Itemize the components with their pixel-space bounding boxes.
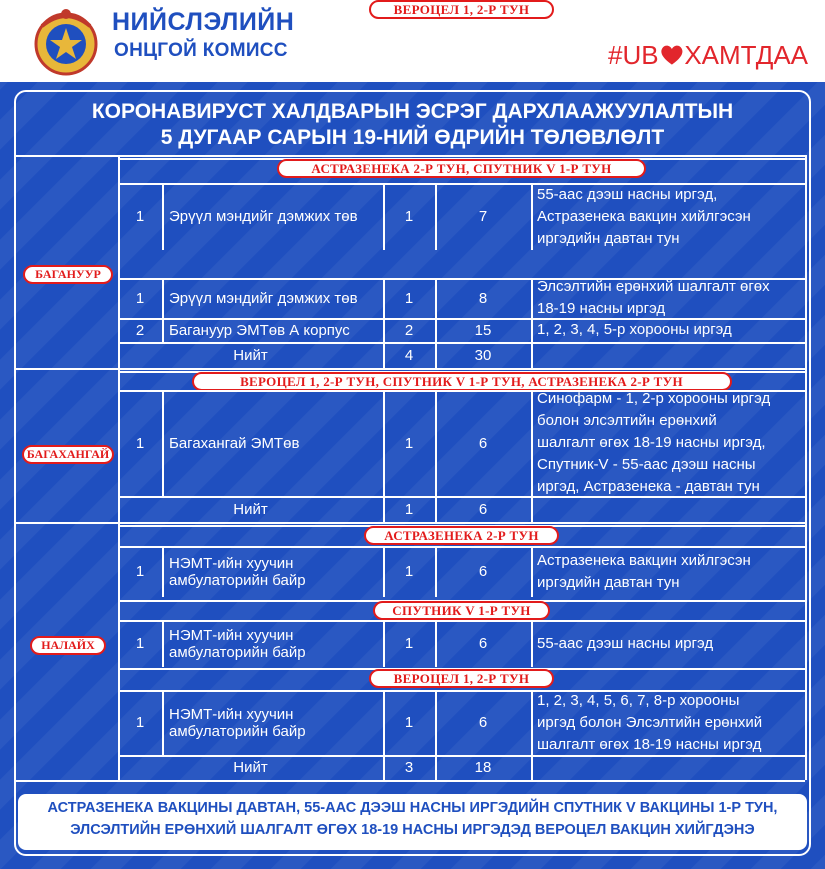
row-number: 1 <box>135 208 145 225</box>
target-group <box>533 278 805 318</box>
org-name-line1: НИЙСЛЭЛИЙН <box>112 8 295 36</box>
row-number: 2 <box>135 321 145 339</box>
table-grid-line <box>14 780 805 782</box>
target-group <box>533 690 805 755</box>
target-group-line: 55-аас дээш насны иргэд <box>537 634 714 652</box>
row-number: 1 <box>135 289 145 307</box>
target-group-line: 1, 2, 3, 4, 5-р хорооны иргэд <box>537 321 732 338</box>
team-count: 1 <box>404 434 414 452</box>
target-group <box>533 390 805 496</box>
total-label: Нийт <box>233 759 268 776</box>
ub-hamtdaa-word: ХАМТДАА <box>684 39 808 70</box>
total-label: Нийт <box>233 500 268 518</box>
staff-count: 6 <box>478 714 488 731</box>
vaccine-section-label: АСТРАЗЕНЕКА 2-Р ТУН <box>364 526 559 545</box>
footer-note-line1: АСТРАЗЕНЕКА ВАКЦИНЫ ДАВТАН, 55-ААС ДЭЭШ НАСНЫ ИРГЭДИЙН СПУТНИК V ВАКЦИНЫ 1-Р ТУН, <box>47 800 778 816</box>
staff-count: 8 <box>478 289 488 307</box>
table-grid-line <box>14 522 805 524</box>
target-group <box>533 183 805 250</box>
row-number: 1 <box>135 714 145 731</box>
total-teams: 4 <box>404 346 414 364</box>
target-group-line: шалгалт өгөх 18-19 насны иргэд, <box>537 434 766 451</box>
target-group-line: 55-аас дээш насны иргэд, <box>537 185 718 203</box>
vaccine-section-label: ВЕРОЦЕЛ 1, 2-Р ТУН <box>369 669 555 688</box>
vaccination-site-line: амбулаторийн байр <box>169 722 306 740</box>
table-grid-line <box>531 496 533 522</box>
vaccine-section-label: ВЕРОЦЕЛ 1, 2-Р ТУН, СПУТНИК V 1-Р ТУН, АСТРАЗЕНЕКА 2-Р ТУН <box>192 372 732 391</box>
team-count: 2 <box>404 321 414 339</box>
vaccination-site: Багануур ЭМТөв А корпус <box>169 321 350 339</box>
emblem-icon <box>30 6 102 78</box>
vaccination-site-line: НЭМТ-ийн хуучин <box>169 554 294 572</box>
row-number: 1 <box>135 563 145 580</box>
target-group-line: 18-19 насны иргэд <box>537 300 666 317</box>
ub-hamtdaa-logo <box>608 36 808 74</box>
vaccination-site-line: НЭМТ-ийн хуучин <box>169 705 294 723</box>
target-group-line: шалгалт өгөх 18-19 насны иргэд <box>537 735 762 753</box>
vaccination-site <box>164 690 383 755</box>
table-grid-line <box>14 368 805 370</box>
target-group-line: Синофарм - 1, 2-р хорооны иргэд <box>537 390 771 407</box>
total-teams: 1 <box>404 500 414 518</box>
target-group-line: Астразенека вакцин хийлгэсэн <box>537 207 751 225</box>
vaccination-site: Багахангай ЭМТөв <box>169 434 300 452</box>
vaccination-site: Эрүүл мэндийг дэмжих төв <box>169 208 358 225</box>
org-name-line2: ОНЦГОЙ КОМИСС <box>114 40 288 61</box>
target-group <box>533 318 805 342</box>
table-grid-line <box>14 155 805 157</box>
page-title-line1: КОРОНАВИРУСТ ХАЛДВАРЫН ЭСРЭГ ДАРХЛААЖУУЛАЛТЫН <box>91 100 734 123</box>
team-count: 1 <box>404 289 414 307</box>
team-count: 1 <box>404 714 414 731</box>
total-teams: 3 <box>404 759 414 776</box>
team-count: 1 <box>404 563 414 580</box>
vaccination-site-line: НЭМТ-ийн хуучин <box>169 626 294 644</box>
target-group <box>533 620 805 667</box>
heart-icon <box>660 41 684 69</box>
target-group-line: Элсэлтийн ерөнхий шалгалт өгөх <box>537 278 770 295</box>
table-grid-line <box>14 155 16 780</box>
target-group-line: иргэд, Астразенека - давтан тун <box>537 478 760 495</box>
row-number: 1 <box>135 635 145 652</box>
page-title-line2: 5 ДУГААР САРЫН 19-НИЙ ӨДРИЙН ТӨЛӨВЛӨЛТ <box>160 126 665 149</box>
table-grid-line <box>531 342 533 368</box>
vaccine-section-label: ВЕРОЦЕЛ 1, 2-Р ТУН <box>369 0 555 19</box>
target-group-line: Спутник-V - 55-аас дээш насны <box>537 456 756 473</box>
vaccine-section-label: АСТРАЗЕНЕКА 2-Р ТУН, СПУТНИК V 1-Р ТУН <box>277 159 647 178</box>
ub-hashtag: #UB <box>608 39 659 70</box>
table-grid-line <box>531 755 533 780</box>
staff-count: 15 <box>474 321 492 339</box>
district-label: НАЛАЙХ <box>30 636 106 655</box>
team-count: 1 <box>404 635 414 652</box>
total-label: Нийт <box>233 346 268 364</box>
total-staff: 18 <box>474 759 492 776</box>
district-label: БАГАНУУР <box>23 265 113 284</box>
target-group <box>533 546 805 597</box>
vaccination-site <box>164 620 383 667</box>
total-staff: 6 <box>478 500 488 518</box>
footer-note-line2: ЭЛСЭЛТИЙН ЕРӨНХИЙ ШАЛГАЛТ ӨГӨХ 18-19 НАСНЫ ИРГЭДЭД ВЕРОЦЕЛ ВАКЦИН ХИЙГДЭНЭ <box>70 822 755 838</box>
target-group-line: иргэд болон Элсэлтийн ерөнхий <box>537 713 763 731</box>
target-group-line: иргэдийн давтан тун <box>537 229 680 247</box>
staff-count: 7 <box>478 208 488 225</box>
vaccination-site <box>164 546 383 597</box>
vaccine-section-label: СПУТНИК V 1-Р ТУН <box>373 601 549 620</box>
staff-count: 6 <box>478 635 488 652</box>
table-grid-line <box>805 155 807 780</box>
row-number: 1 <box>135 434 145 452</box>
target-group-line: 1, 2, 3, 4, 5, 6, 7, 8-р хорооны <box>537 691 740 709</box>
target-group-line: иргэдийн давтан тун <box>537 573 680 591</box>
total-staff: 30 <box>474 346 492 364</box>
vaccination-site: Эрүүл мэндийг дэмжих төв <box>169 289 358 307</box>
staff-count: 6 <box>478 434 488 452</box>
staff-count: 6 <box>478 563 488 580</box>
team-count: 1 <box>404 208 414 225</box>
vaccination-site-line: амбулаторийн байр <box>169 571 306 589</box>
vaccination-site-line: амбулаторийн байр <box>169 643 306 661</box>
district-label: БАГАХАНГАЙ <box>22 445 114 464</box>
target-group-line: болон элсэлтийн ерөнхий <box>537 412 717 429</box>
target-group-line: Астразенека вакцин хийлгэсэн <box>537 551 751 569</box>
